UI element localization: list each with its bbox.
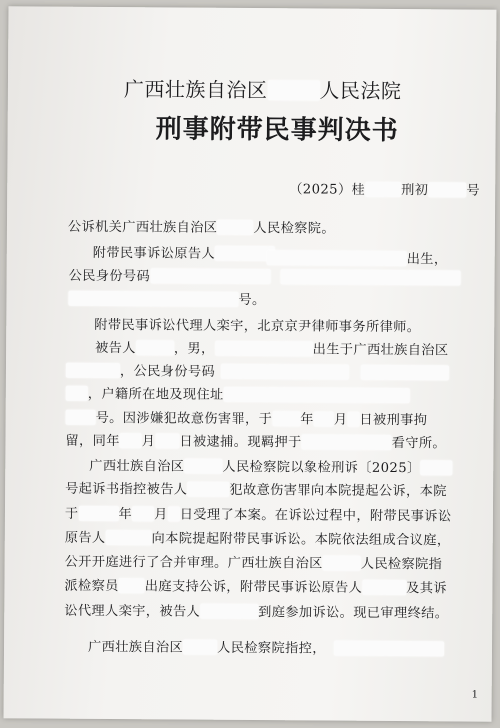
line-text: 派检察员 (64, 578, 119, 595)
case-end: 号 (466, 183, 480, 199)
line-text: 公诉机关广西壮族自治区 (67, 219, 218, 236)
court-name (124, 73, 402, 104)
redaction-box (155, 433, 179, 448)
redaction-box (362, 580, 406, 595)
redaction-box (78, 506, 118, 521)
text-line (65, 478, 447, 500)
line-text: 年 (300, 412, 314, 428)
text-line (68, 216, 335, 237)
case-mid: 刑初 (401, 183, 429, 199)
redaction-box (361, 365, 449, 381)
redaction-box (66, 386, 88, 401)
line-text: 人民检察院指 (360, 556, 443, 573)
line-text: 出生， (406, 252, 448, 268)
text-line (64, 600, 448, 622)
text-line (94, 314, 420, 335)
line-text: 附带民事诉讼原告人 (92, 245, 216, 262)
line-text: 人民检察院。 (253, 221, 335, 237)
text-line (68, 288, 265, 308)
line-text: 被告人 (95, 340, 136, 357)
redaction-box (132, 506, 154, 521)
line-text: ，公民身份号码 (119, 364, 216, 380)
text-line (64, 575, 447, 597)
line-text: 到庭参加诉讼。现已审理终结。 (258, 605, 449, 622)
line-text: 犯故意伤害罪向本院提起公诉，本院 (229, 482, 447, 500)
redaction-box (365, 182, 401, 197)
text-line (65, 430, 446, 452)
page-number: 1 (471, 689, 479, 701)
line-text: ，户籍所在地及现住址 (87, 386, 224, 403)
redaction-box (221, 364, 349, 380)
text-line (66, 407, 428, 429)
redaction-box (314, 411, 334, 426)
text-line (65, 551, 443, 573)
redaction-box (119, 578, 145, 593)
line-text: 及其诉 (406, 581, 448, 597)
redaction-box (168, 506, 180, 521)
redaction-box (224, 387, 410, 403)
line-text: 向本院提起附带民事诉讼。本院依法组成合议庭， (151, 531, 451, 549)
line-text: 号起诉书指控被告人 (65, 481, 188, 498)
text-line (69, 265, 461, 287)
text-line (88, 636, 444, 657)
redaction-box (120, 433, 142, 448)
redaction-box (66, 410, 96, 425)
redaction-box (347, 412, 359, 427)
text-line (93, 242, 275, 262)
redaction-box (215, 341, 313, 357)
line-text: 公开开庭进行了合并审理。广西壮族自治区 (64, 554, 323, 572)
line-text: 公民身份号码 (68, 268, 151, 285)
line-text: 出庭支持公诉，附带民事诉讼原告人 (144, 579, 363, 596)
redaction-box (183, 640, 217, 655)
line-text: 广西壮族自治区 (89, 458, 185, 475)
redaction-box (280, 269, 460, 285)
redaction-box (267, 250, 407, 266)
line-text: 留，同年 (65, 433, 120, 450)
redaction-box (323, 556, 361, 571)
redaction-box (184, 459, 222, 474)
line-text: 月 (154, 507, 168, 523)
court-name-suffix: 人民法院 (319, 78, 402, 104)
redaction-box (272, 411, 300, 426)
redaction-box (421, 460, 453, 475)
line-text: 日被逮捕。现羁押于 (179, 434, 302, 451)
line-text: 附带民事诉讼代理人栾宇，北京京尹律师事务所律师。 (94, 317, 421, 336)
redaction-box (105, 530, 151, 545)
line-text: 广西壮族自治区 (87, 639, 184, 656)
redaction-box (334, 641, 444, 657)
text-line (267, 247, 448, 267)
court-name-prefix: 广西壮族自治区 (123, 77, 268, 103)
redaction-box (217, 220, 253, 235)
redaction-box (428, 182, 466, 197)
line-text: 号。 (238, 292, 266, 309)
text-line (66, 360, 449, 382)
text-line (66, 383, 410, 404)
case-number (289, 178, 480, 198)
text-line (89, 455, 452, 477)
line-text: ，男， (173, 341, 215, 357)
text-line (65, 503, 452, 525)
text-line (65, 527, 451, 549)
line-text: 号。因涉嫌犯故意伤害罪，于 (95, 410, 273, 428)
judgment-page (4, 6, 497, 721)
redaction-box (187, 482, 229, 497)
line-text: 出生于广西壮族自治区 (312, 342, 449, 359)
redaction-box (66, 363, 120, 378)
redaction-box (302, 434, 392, 450)
line-text: 月 (333, 412, 348, 428)
redaction-box (267, 80, 319, 100)
line-text: 于 (64, 506, 79, 522)
redaction-box (136, 340, 174, 355)
line-text: 日受理了本案。在诉讼过程中，附带民事诉讼 (179, 507, 452, 525)
text-line (95, 337, 449, 358)
redaction-box (150, 268, 270, 284)
line-text: 人民检察院以象检刑诉〔2025〕 (222, 459, 421, 477)
line-text: 月 (141, 434, 156, 450)
line-text: 看守所。 (391, 435, 447, 452)
document-title: 刑事附带民事判决书 (155, 114, 399, 147)
line-text: 讼代理人栾宇，被告人 (64, 603, 201, 620)
line-text: 原告人 (64, 530, 106, 546)
redaction-box (200, 604, 258, 619)
case-year: （2025）桂 (289, 182, 366, 198)
redaction-box (68, 291, 238, 307)
line-text: 年 (118, 507, 133, 523)
line-text: 日被刑事拘 (359, 412, 428, 429)
line-text: 人民检察院指控， (217, 640, 326, 657)
